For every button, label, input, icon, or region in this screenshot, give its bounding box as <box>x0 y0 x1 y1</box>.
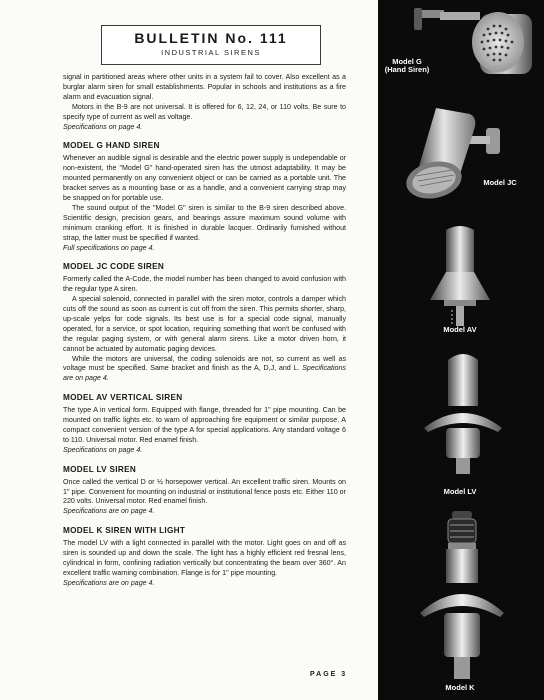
bulletin-title: BULLETIN No. 111 <box>134 30 288 46</box>
model-g-label: Model G <box>392 57 422 66</box>
section-paragraph-text: While the motors are universal, the coding solenoids are not, so current as well as voltage must be specified. Same bracket and finish as the A, D,J, and L. <box>63 354 346 373</box>
photo-column <box>378 0 544 700</box>
section-paragraph: The model LV with a light connected in parallel with the motor. Light goes on and off as siren is sounded up and down the scale. The light has a highly efficient red fresnal lens, cylindrical in form, confining radiation vertically but concentrating the beam over 360°. An excellent traffic warning combination. Flange is for 1" pipe mounting. <box>63 539 346 577</box>
spec-note: Specifications on page 4. <box>63 445 143 454</box>
model-k-siren-image <box>414 505 510 685</box>
model-jc-siren-image <box>400 100 510 205</box>
section-heading-model-g: MODEL G HAND SIREN <box>63 141 160 151</box>
model-av-label: Model AV <box>443 325 477 334</box>
section-paragraph: The type A in vertical form. Equipped with flange, threaded for 1" pipe mounting. Can be mounted on traffic lights etc. to warn of approaching fire equipment or similar purpose. A compact convenient version of the type A for special applications. Any standard voltage 6 to 110. Universal motor. Red enamel finish. <box>63 406 346 444</box>
section-paragraph: Whenever an audible signal is desirable and the electric power supply is undependable or non-existent, the "Model G" hand-operated siren has the utmost adaptability. It may be mounted permanently on any convenient object or can be carried as a portable unit. The bracket serves as a mounting base or as a handle, and a convenient carrying strap may be snapped on for portable use. <box>63 154 346 202</box>
section-heading-model-k: MODEL K SIREN WITH LIGHT <box>63 526 186 536</box>
intro-paragraph: Motors in the B-9 are not universal. It is offered for 6, 12, 24, or 110 volts. Be sure to specify type of current as well as voltage. <box>63 102 346 121</box>
spec-note: Specifications are on page 4. <box>63 507 155 516</box>
model-jc-label: Model JC <box>483 178 517 187</box>
section-paragraph: Once called the vertical D or ½ horsepower vertical. An excellent traffic siren. Mounts on 1" pipe. Convenient for mounting on industrial or institutional fence posts etc. Either 110 or 220 volts. Universal motor. Red enamel finish. <box>63 477 346 506</box>
section-paragraph <box>63 355 346 385</box>
model-lv-siren-image <box>418 348 508 476</box>
section-paragraph: A special solenoid, connected in parallel with the siren motor, controls a damper which cuts off the sound as soon as current is cut off from the siren. This permits shorter, sharp, up-scale yelps for code signals. Its best use is for a special code signal, manually operated, for a service, or spot location, requiring something that won't be confused with the regular paging system, or with general alarm sirens. Like a motor driven horn, it cannot be actuated by automatic paging devices. <box>63 295 346 353</box>
spec-note: Specifications are on page 4. <box>63 578 155 587</box>
intro-paragraph: signal in partitioned areas where other units in a system fail to cover. Also excellent as a burglar alarm siren for small establishments. Popular in schools and institutions as a fire alarm and evacuation signal. <box>63 73 346 101</box>
model-lv-label: Model LV <box>443 487 477 496</box>
bulletin-subtitle: INDUSTRIAL SIRENS <box>161 48 261 57</box>
model-k-label: Model K <box>445 683 475 692</box>
spec-note: Specifications on page 4. <box>63 122 143 131</box>
section-heading-model-lv: MODEL LV SIREN <box>63 464 137 474</box>
model-g-sublabel: (Hand Siren) <box>384 65 430 74</box>
section-paragraph: Formerly called the A-Code, the model number has been changed to avoid confusion with the regular type A siren. <box>63 275 346 294</box>
section-paragraph: The sound output of the "Model G" siren is similar to the B-9 siren described above. Scientific design, precision gears, and bearings assure maximum sound volume with minimum cranking effort. It is finished in durable lacquer. Ordinarily furnished without strap, the latter must be specified if wanted. <box>63 203 346 242</box>
section-heading-model-av: MODEL AV VERTICAL SIREN <box>63 393 183 403</box>
article-body <box>63 73 346 589</box>
section-heading-model-jc: MODEL JC CODE SIREN <box>63 262 165 272</box>
model-g-caption <box>382 58 432 74</box>
bulletin-header <box>101 25 321 65</box>
spec-note: Specifications are on page 4. <box>63 364 346 383</box>
model-av-siren-image <box>420 222 500 332</box>
spec-note: Full specifications on page 4. <box>63 243 155 252</box>
page-number: PAGE 3 <box>310 671 348 678</box>
